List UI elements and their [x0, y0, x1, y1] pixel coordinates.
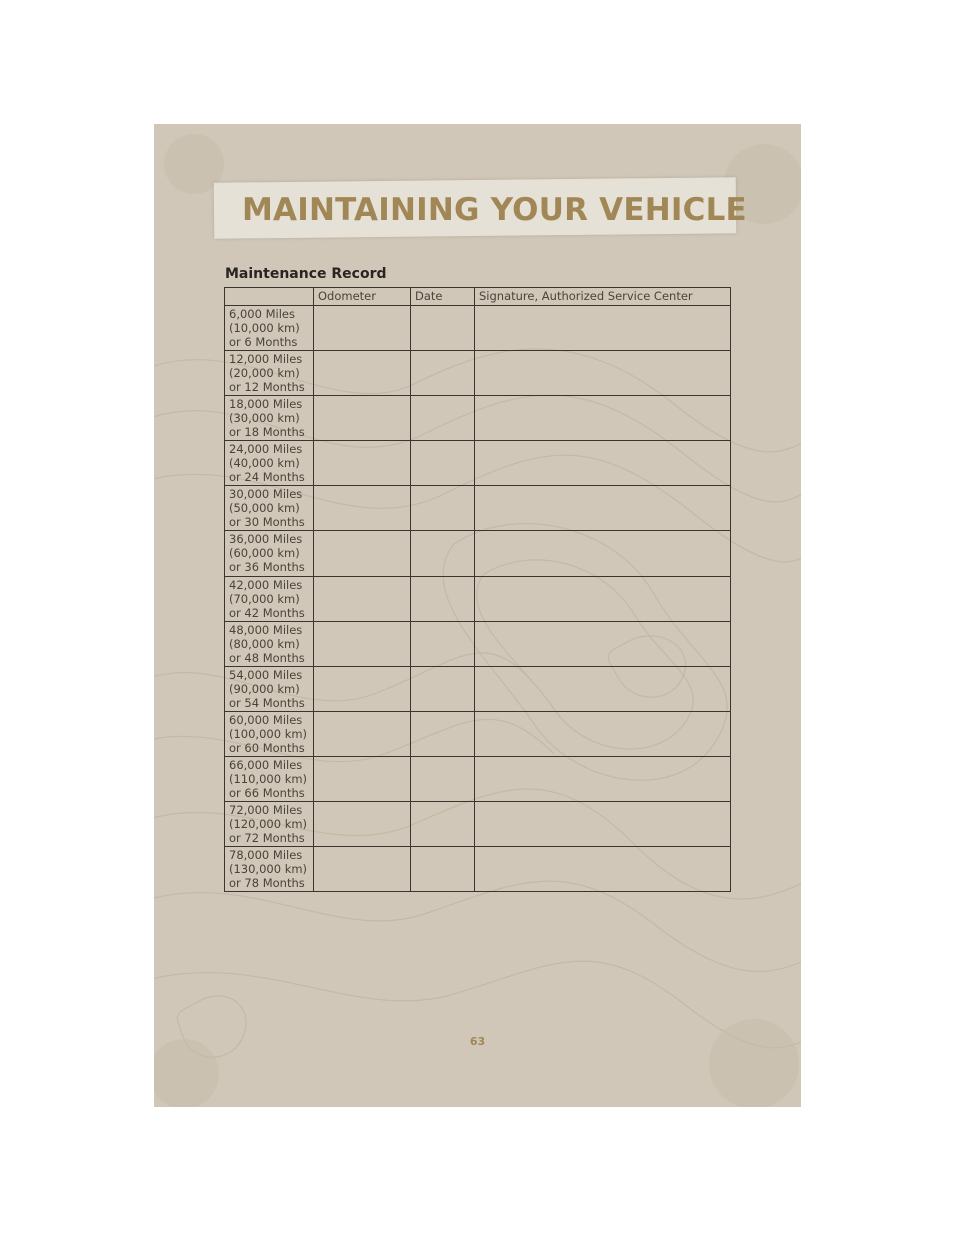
signature-cell[interactable]: [475, 576, 731, 621]
table-row: [225, 306, 731, 351]
date-cell[interactable]: [411, 486, 475, 531]
interval-months: or 60 Months: [229, 740, 305, 755]
odometer-cell[interactable]: [314, 847, 411, 892]
table-header-row: [225, 288, 731, 306]
interval-km: (30,000 km): [229, 411, 300, 426]
date-cell[interactable]: [411, 621, 475, 666]
signature-cell[interactable]: [475, 441, 731, 486]
date-cell[interactable]: [411, 306, 475, 351]
interval-cell: [225, 306, 314, 351]
interval-km: (90,000 km): [229, 681, 300, 696]
interval-months: or 12 Months: [229, 380, 305, 395]
signature-cell[interactable]: [475, 486, 731, 531]
table-row: [225, 441, 731, 486]
interval-cell: [225, 756, 314, 801]
interval-months: or 6 Months: [229, 335, 298, 349]
odometer-cell[interactable]: [314, 486, 411, 531]
interval-cell: [225, 531, 314, 576]
interval-miles: 78,000 Miles: [229, 848, 303, 863]
interval-months: or 24 Months: [229, 470, 305, 485]
interval-cell: [225, 847, 314, 892]
odometer-cell[interactable]: [314, 621, 411, 666]
interval-cell: [225, 486, 314, 531]
interval-km: (80,000 km): [229, 636, 300, 651]
interval-miles: 36,000 Miles: [229, 532, 303, 547]
interval-months: or 48 Months: [229, 650, 305, 665]
date-cell[interactable]: [411, 756, 475, 801]
table-row: [225, 711, 731, 756]
interval-km: (70,000 km): [229, 591, 300, 606]
interval-cell: [225, 396, 314, 441]
interval-miles: 30,000 Miles: [229, 487, 303, 502]
interval-cell: [225, 441, 314, 486]
interval-miles: 66,000 Miles: [229, 757, 303, 772]
interval-km: (50,000 km): [229, 501, 300, 516]
interval-km: (10,000 km): [229, 321, 300, 335]
table-row: [225, 802, 731, 847]
interval-km: (60,000 km): [229, 546, 300, 561]
table-row: [225, 351, 731, 396]
interval-cell: [225, 621, 314, 666]
signature-cell[interactable]: [475, 756, 731, 801]
interval-months: or 30 Months: [229, 515, 305, 530]
interval-cell: [225, 802, 314, 847]
interval-months: or 18 Months: [229, 425, 305, 440]
signature-cell[interactable]: [475, 802, 731, 847]
interval-miles: 18,000 Miles: [229, 397, 303, 412]
interval-cell: [225, 576, 314, 621]
table-row: [225, 576, 731, 621]
interval-miles: 54,000 Miles: [229, 667, 303, 682]
interval-km: (20,000 km): [229, 366, 300, 381]
signature-cell[interactable]: [475, 666, 731, 711]
interval-miles: 60,000 Miles: [229, 712, 303, 727]
interval-miles: 24,000 Miles: [229, 442, 303, 457]
signature-cell[interactable]: [475, 621, 731, 666]
interval-km: (110,000 km): [229, 771, 308, 786]
date-cell[interactable]: [411, 802, 475, 847]
date-cell[interactable]: [411, 847, 475, 892]
signature-cell[interactable]: [475, 396, 731, 441]
signature-cell[interactable]: [475, 531, 731, 576]
section-heading: Maintenance Record: [225, 266, 387, 282]
column-header-interval: [225, 288, 314, 306]
interval-months: or 42 Months: [229, 605, 305, 620]
signature-cell[interactable]: [475, 306, 731, 351]
table-row: [225, 666, 731, 711]
column-header-signature: Signature, Authorized Service Center: [475, 288, 731, 306]
odometer-cell[interactable]: [314, 441, 411, 486]
signature-cell[interactable]: [475, 351, 731, 396]
interval-miles: 72,000 Miles: [229, 803, 303, 818]
interval-months: or 36 Months: [229, 560, 305, 575]
interval-months: or 66 Months: [229, 785, 305, 800]
interval-miles: 42,000 Miles: [229, 577, 303, 592]
page-number: 63: [469, 1035, 486, 1048]
date-cell[interactable]: [411, 441, 475, 486]
table-row: [225, 396, 731, 441]
odometer-cell[interactable]: [314, 351, 411, 396]
interval-cell: [225, 666, 314, 711]
interval-miles: 6,000 Miles: [229, 307, 295, 321]
table-row: [225, 847, 731, 892]
date-cell[interactable]: [411, 711, 475, 756]
interval-km: (100,000 km): [229, 726, 308, 741]
column-header-odometer: Odometer: [314, 288, 411, 306]
odometer-cell[interactable]: [314, 306, 411, 351]
table-row: [225, 531, 731, 576]
odometer-cell[interactable]: [314, 576, 411, 621]
interval-miles: 48,000 Miles: [229, 622, 303, 637]
signature-cell[interactable]: [475, 711, 731, 756]
date-cell[interactable]: [411, 351, 475, 396]
odometer-cell[interactable]: [314, 531, 411, 576]
date-cell[interactable]: [411, 666, 475, 711]
table-row: [225, 621, 731, 666]
interval-km: (130,000 km): [229, 862, 308, 877]
interval-months: or 54 Months: [229, 695, 305, 710]
interval-months: or 78 Months: [229, 876, 305, 891]
table-row: [225, 486, 731, 531]
interval-miles: 12,000 Miles: [229, 352, 303, 367]
column-header-date: Date: [411, 288, 475, 306]
interval-cell: [225, 711, 314, 756]
odometer-cell[interactable]: [314, 756, 411, 801]
odometer-cell[interactable]: [314, 802, 411, 847]
page-title: MAINTAINING YOUR VEHICLE: [242, 192, 747, 228]
odometer-cell[interactable]: [314, 711, 411, 756]
interval-months: or 72 Months: [229, 831, 305, 846]
odometer-cell[interactable]: [314, 396, 411, 441]
maintenance-record-table: [224, 287, 731, 892]
date-cell[interactable]: [411, 576, 475, 621]
interval-cell: [225, 351, 314, 396]
table-row: [225, 756, 731, 801]
signature-cell[interactable]: [475, 847, 731, 892]
interval-km: (120,000 km): [229, 817, 308, 832]
date-cell[interactable]: [411, 531, 475, 576]
odometer-cell[interactable]: [314, 666, 411, 711]
manual-page: [154, 124, 801, 1107]
date-cell[interactable]: [411, 396, 475, 441]
interval-km: (40,000 km): [229, 456, 300, 471]
